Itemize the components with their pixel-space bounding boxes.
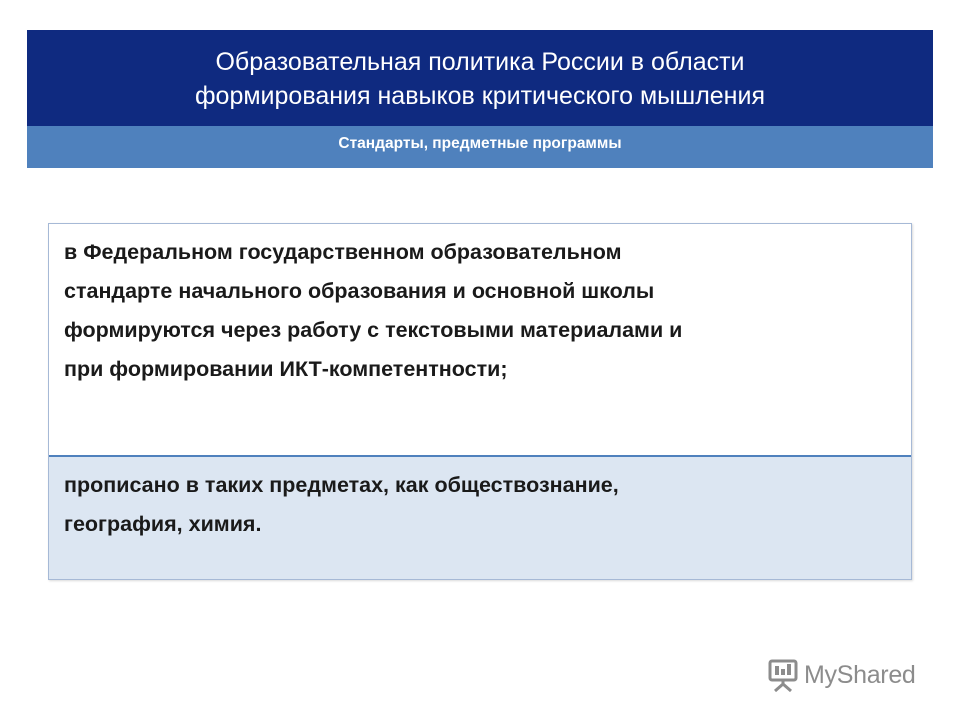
table-row <box>49 224 911 455</box>
row-1-line-3: формируются через работу с текстовыми материалами и <box>64 318 683 342</box>
table-row <box>49 455 911 579</box>
watermark-logo <box>767 657 916 693</box>
presentation-board-icon <box>767 658 799 692</box>
row-1-line-2: стандарте начального образования и основной школы <box>64 279 655 303</box>
slide-subtitle: Стандарты, предметные программы <box>338 135 622 152</box>
row-2-line-1: прописано в таких предметах, как обществознание, <box>64 473 619 497</box>
row-2-line-2: география, химия. <box>64 512 262 536</box>
watermark-text: MyShared <box>804 660 916 689</box>
row-1-line-1: в Федеральном государственном образовательном <box>64 240 622 264</box>
subtitle-banner <box>27 126 933 168</box>
slide-title-line-1: Образовательная политика России в области <box>215 48 745 76</box>
row-1-line-4: при формировании ИКТ-компетентности; <box>64 357 508 381</box>
title-banner <box>27 30 933 126</box>
slide-title-line-2: формирования навыков критического мышления <box>194 82 765 110</box>
content-table <box>48 223 912 580</box>
